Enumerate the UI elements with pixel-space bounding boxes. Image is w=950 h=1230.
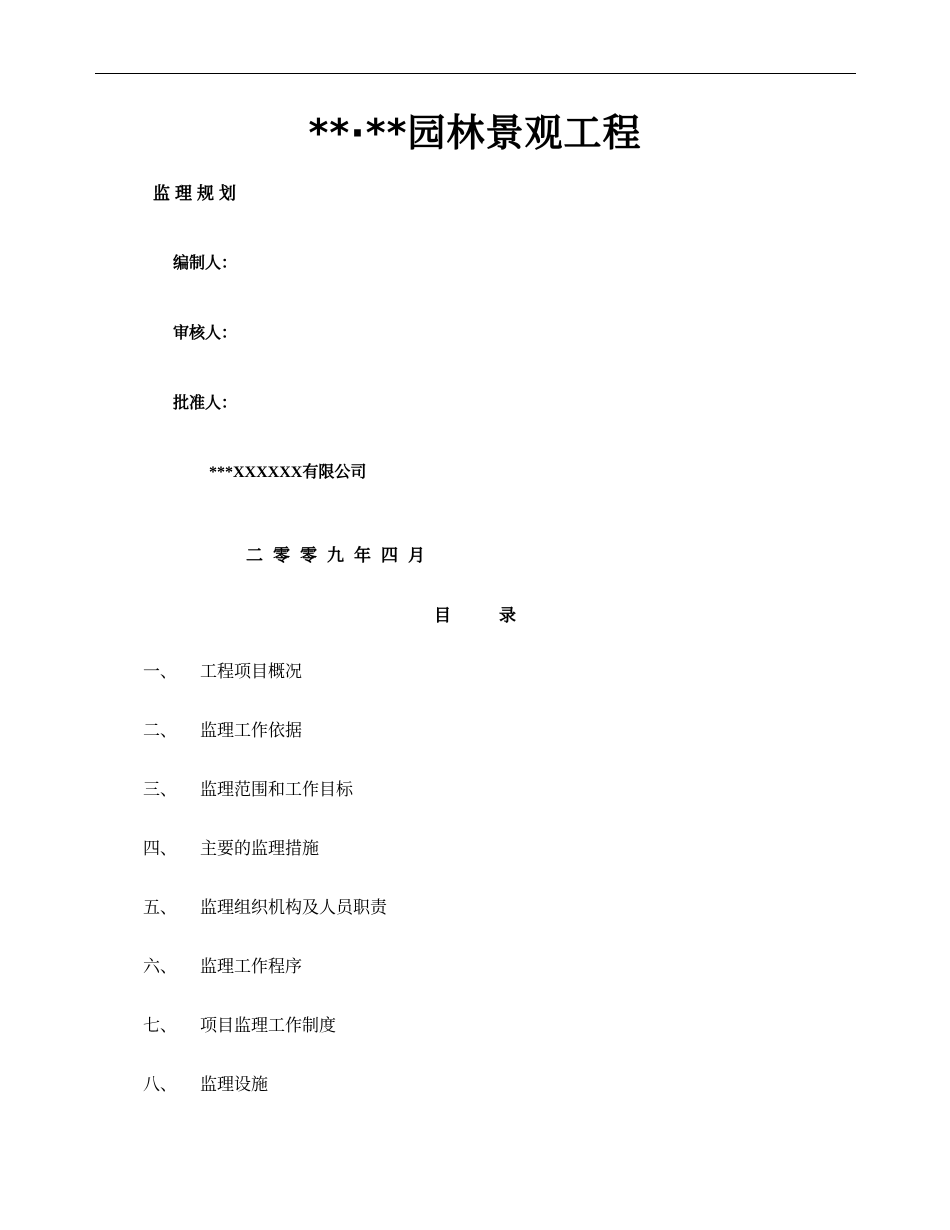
document-title: **·**园林景观工程 — [308, 111, 642, 155]
toc-item-number: 三、 — [143, 780, 177, 800]
toc-item-number: 一、 — [143, 662, 177, 682]
company-name-prefix: ***XXXXXX — [209, 464, 303, 481]
company-name-suffix: 有限公司 — [302, 462, 367, 481]
company-name — [209, 459, 366, 482]
approver-label: 批准人： — [173, 393, 238, 412]
toc-item — [143, 657, 302, 682]
toc-item-label: 监理工作依据 — [200, 721, 302, 741]
toc-item — [143, 893, 387, 918]
toc-heading — [434, 601, 516, 626]
toc-item — [143, 716, 302, 741]
document-subtitle: 监理规划 — [153, 184, 241, 204]
toc-item — [143, 952, 302, 977]
toc-item-number: 六、 — [143, 957, 177, 977]
reviewer-label: 审核人： — [173, 323, 238, 342]
toc-item — [143, 775, 353, 800]
toc-item-number: 五、 — [143, 898, 177, 918]
toc-item-number: 八、 — [143, 1075, 177, 1095]
toc-item-label: 监理工作程序 — [200, 957, 302, 977]
toc-item — [143, 834, 319, 859]
document-date: 二零零九年四月 — [246, 546, 435, 566]
toc-item-label: 工程项目概况 — [200, 662, 302, 682]
toc-heading-left: 目 — [434, 606, 451, 626]
toc-item-number: 四、 — [143, 839, 177, 859]
toc-item-label: 监理组织机构及人员职责 — [200, 898, 387, 918]
toc-item — [143, 1011, 336, 1036]
toc-item-label: 监理设施 — [200, 1075, 268, 1095]
toc-item-number: 七、 — [143, 1016, 177, 1036]
toc-heading-right: 录 — [499, 606, 516, 626]
toc-item-label: 项目监理工作制度 — [200, 1016, 336, 1036]
header-rule — [95, 73, 856, 74]
toc-item-label: 主要的监理措施 — [200, 839, 319, 859]
toc-item-number: 二、 — [143, 721, 177, 741]
compiler-label: 编制人： — [173, 253, 238, 272]
toc-item — [143, 1070, 268, 1095]
toc-item-label: 监理范围和工作目标 — [200, 780, 353, 800]
